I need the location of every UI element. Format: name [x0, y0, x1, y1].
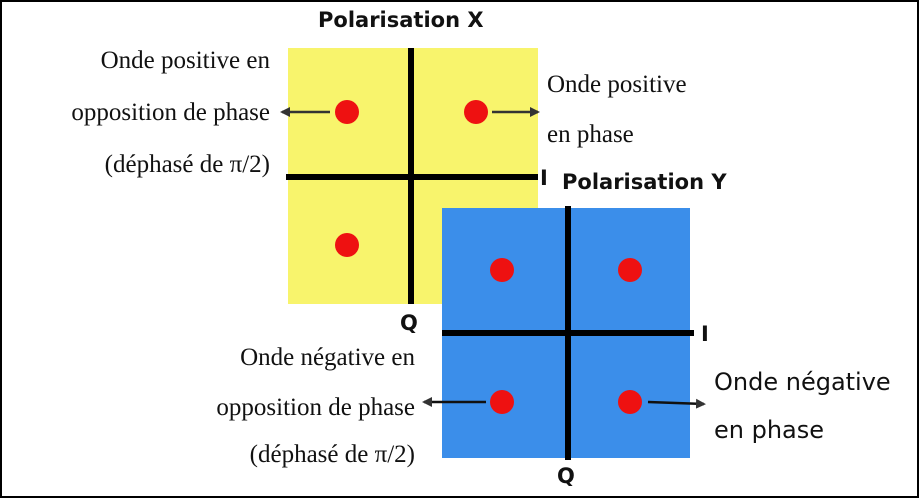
annotation-pos-opposition-line3: (déphasé de π/2)	[104, 151, 270, 178]
x-panel-i-axis-label: I	[540, 166, 548, 190]
annotation-neg-in-phase-line1: Onde négative	[714, 368, 891, 396]
y-panel-title: Polarisation Y	[562, 170, 727, 194]
annotation-pos-opposition-line1: Onde positive en	[100, 47, 270, 74]
annotation-pos-in-phase-line2: en phase	[547, 121, 634, 148]
annotation-neg-opposition-line1: Onde négative en	[240, 344, 415, 371]
annotation-neg-in-phase-line2: en phase	[714, 416, 825, 444]
arrow-neg-in-phase	[648, 402, 704, 404]
annotation-neg-opposition-line3: (déphasé de π/2)	[249, 441, 415, 468]
x-panel-q-axis-label: Q	[400, 311, 418, 335]
y-panel-i-axis-label: I	[701, 322, 709, 346]
annotation-neg-opposition-line2: opposition de phase	[216, 394, 415, 421]
x-panel-title: Polarisation X	[318, 8, 484, 32]
annotation-pos-in-phase-line1: Onde positive	[547, 71, 687, 98]
y-panel-q-axis-label: Q	[557, 464, 575, 488]
annotation-pos-opposition-line2: opposition de phase	[71, 99, 270, 126]
